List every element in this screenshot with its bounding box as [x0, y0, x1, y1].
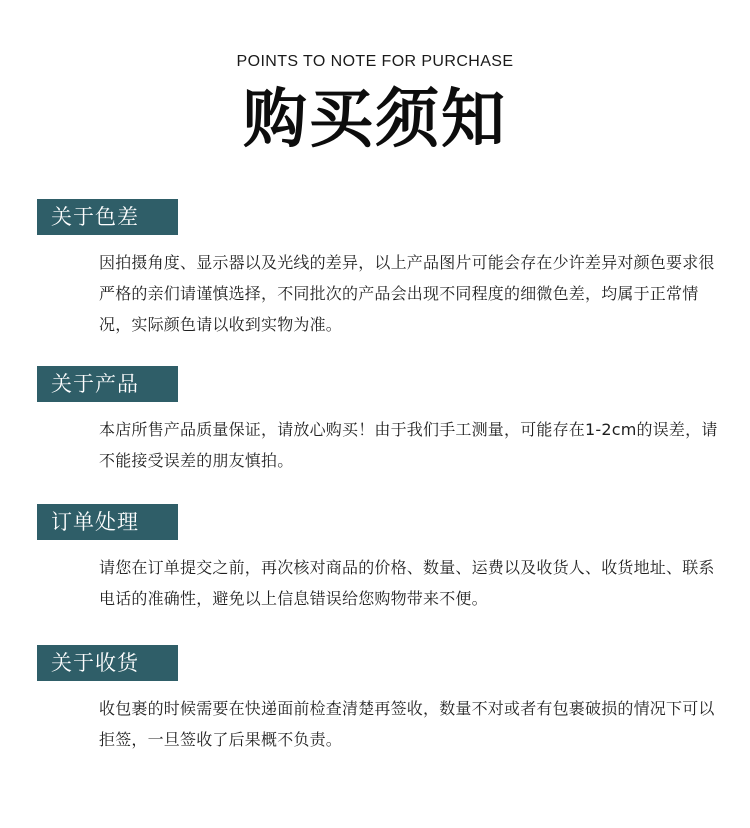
page-header	[0, 0, 750, 170]
section-label: 关于色差	[37, 199, 178, 235]
section-text: 因拍摄角度、显示器以及光线的差异，以上产品图片可能会存在少许差异对颜色要求很严格的亲们请谨慎选择，不同批次的产品会出现不同程度的细微色差，均属于正常情况，实际颜色请以收到实物为准。	[99, 253, 715, 334]
section-text: 本店所售产品质量保证，请放心购买！由于我们手工测量，可能存在1-2cm的误差，请不能接受误差的朋友慎拍。	[99, 420, 718, 470]
page-subtitle: POINTS TO NOTE FOR PURCHASE	[236, 53, 514, 70]
section-text: 收包裹的时候需要在快递面前检查清楚再签收，数量不对或者有包裹破损的情况下可以拒签，一旦签收了后果概不负责。	[99, 699, 715, 749]
section-label: 关于产品	[37, 366, 178, 402]
section-text: 请您在订单提交之前，再次核对商品的价格、数量、运费以及收货人、收货地址、联系电话的准确性，避免以上信息错误给您购物带来不便。	[99, 558, 715, 608]
section-label: 订单处理	[37, 504, 178, 540]
section-label: 关于收货	[37, 645, 178, 681]
page-title: 购买须知	[243, 83, 507, 157]
